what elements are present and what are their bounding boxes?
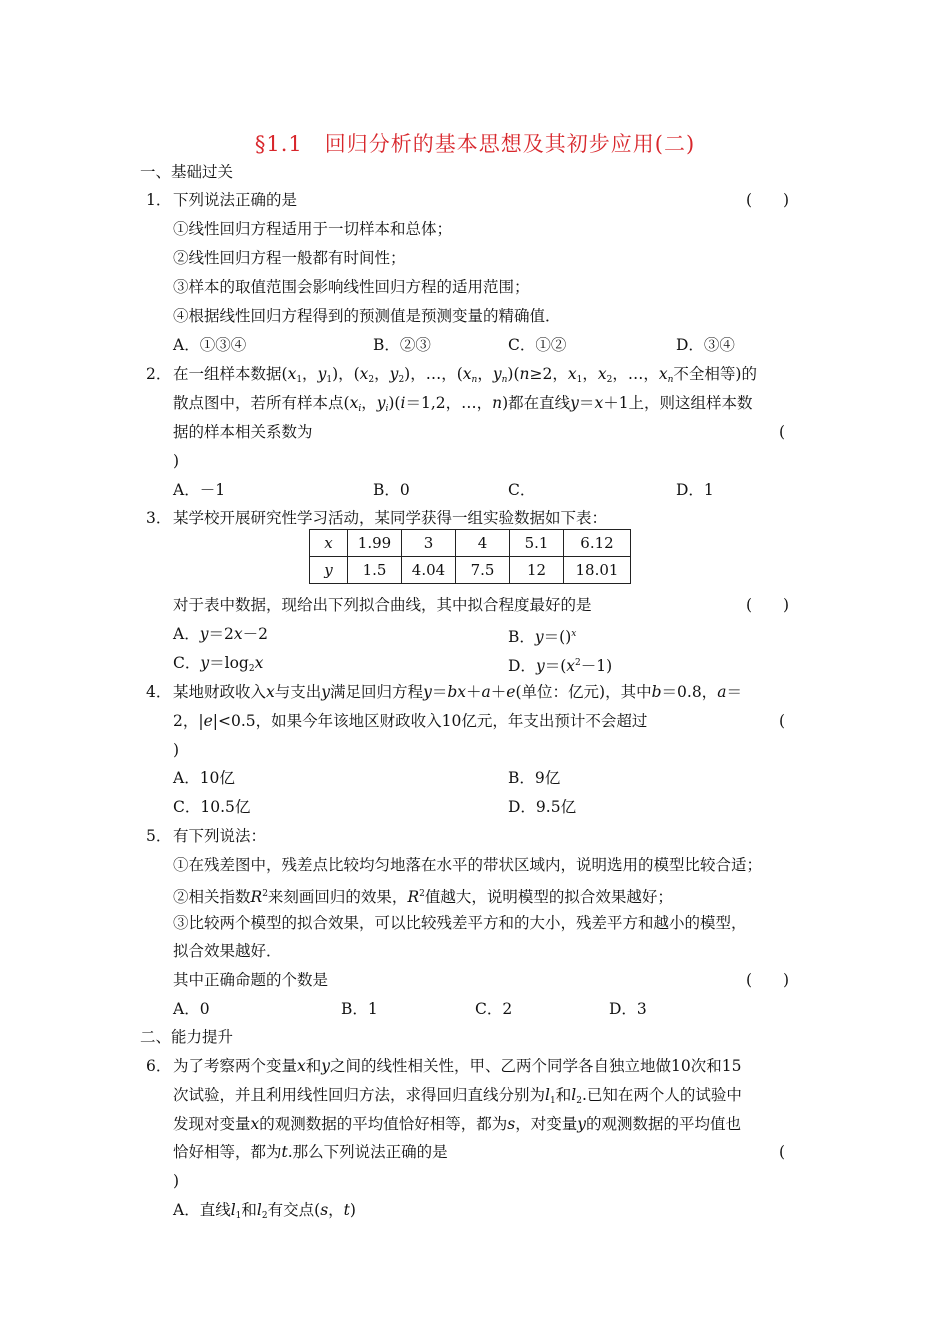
q5-item-1: ①在残差图中，残差点比较均匀地落在水平的带状区域内，说明选用的模型比较合适； xyxy=(173,856,763,874)
q3-option-d: D．$y=(x^2-1)$ xyxy=(508,657,613,675)
q4-option-a: A．10亿 xyxy=(173,769,235,787)
q5-option-d: D．3 xyxy=(609,1000,647,1018)
q5-option-b: B．1 xyxy=(341,1000,378,1018)
q5-option-a: A．0 xyxy=(173,1000,210,1018)
q6-line-4: 恰好相等，都为t.那么下列说法正确的是 xyxy=(173,1143,448,1161)
q6-answer-paren-close: ) xyxy=(173,1172,180,1190)
q6-option-a: A．直线$l_1$和$l_2$有交点(s，t) xyxy=(173,1201,356,1221)
q3-number: 3． xyxy=(146,509,172,527)
q4-answer-paren-open: ( xyxy=(779,712,786,730)
page-title: §1.1 回归分析的基本思想及其初步应用(二) xyxy=(254,132,696,156)
q2-answer-paren-close: ) xyxy=(173,452,180,470)
q1-option-a: A．①③④ xyxy=(173,336,247,354)
table-cell: 18.01 xyxy=(564,557,631,584)
q4-answer-paren-close: ) xyxy=(173,741,180,759)
q4-option-c: C．10.5亿 xyxy=(173,798,251,816)
q4-number: 4． xyxy=(146,683,172,701)
table-cell: 1.5 xyxy=(348,557,402,584)
q5-item-3-cont: 拟合效果越好． xyxy=(173,942,282,960)
q1-option-c: C．①② xyxy=(508,336,567,354)
q6-line-3: 发现对变量x的观测数据的平均值恰好相等，都为s，对变量y的观测数据的平均值也 xyxy=(173,1115,742,1133)
table-header-y: y xyxy=(310,557,348,584)
q3-answer-paren: ( ) xyxy=(746,596,790,614)
q2-answer-paren-open: ( xyxy=(779,423,786,441)
q3-data-table xyxy=(309,529,631,584)
q2-option-a: A．－1 xyxy=(173,481,226,499)
q3-option-b: B．y＝()$^x$ xyxy=(508,628,577,646)
q2-option-b: B．0 xyxy=(373,481,410,499)
q3-stem-2: 对于表中数据，现给出下列拟合曲线，其中拟合程度最好的是 xyxy=(173,596,592,614)
q3-option-c: C．$y=\log_2x$ xyxy=(173,654,264,674)
q1-option-d: D．③④ xyxy=(676,336,735,354)
q1-item-2: ②线性回归方程一般都有时间性； xyxy=(173,249,406,267)
q2-number: 2． xyxy=(146,365,172,383)
q2-line-2: 散点图中，若所有样本点($x_i$，$y_i)(i=1,2$，…，n)都在直线y＝x＋1上，则这组样本数 xyxy=(173,394,753,414)
q4-option-b: B．9亿 xyxy=(508,769,561,787)
q1-stem: 下列说法正确的是 xyxy=(173,191,298,209)
q1-answer-paren: ( ) xyxy=(746,191,790,209)
table-row xyxy=(310,530,631,557)
q5-stem-2: 其中正确命题的个数是 xyxy=(173,971,329,989)
q4-line-2: 2，|e|<0.5，如果今年该地区财政收入10亿元，年支出预计不会超过 xyxy=(173,712,648,730)
q6-answer-paren-open: ( xyxy=(779,1143,786,1161)
q5-stem: 有下列说法： xyxy=(173,827,267,845)
q1-item-3: ③样本的取值范围会影响线性回归方程的适用范围； xyxy=(173,278,530,296)
q1-item-4: ④根据线性回归方程得到的预测值是预测变量的精确值． xyxy=(173,307,561,325)
q3-option-a: A．y＝2x－2 xyxy=(173,625,268,643)
q5-answer-paren: ( ) xyxy=(746,971,790,989)
table-cell: 6.12 xyxy=(564,530,631,557)
q2-option-d: D．1 xyxy=(676,481,714,499)
q4-option-d: D．9.5亿 xyxy=(508,798,577,816)
q6-number: 6． xyxy=(146,1057,172,1075)
q4-line-1: 某地财政收入x与支出y满足回归方程y＝bx＋a＋e(单位：亿元)，其中b＝0.8，a＝ xyxy=(173,683,742,701)
q3-stem: 某学校开展研究性学习活动，某同学获得一组实验数据如下表： xyxy=(173,509,608,527)
table-cell: 4.04 xyxy=(402,557,456,584)
q5-item-2: ②相关指数$R^2$来刻画回归的效果，$R^2$值越大，说明模型的拟合效果越好； xyxy=(173,888,673,906)
q1-option-b: B．②③ xyxy=(373,336,431,354)
table-row xyxy=(310,557,631,584)
table-cell: 7.5 xyxy=(456,557,510,584)
q2-line-3: 据的样本相关系数为 xyxy=(173,423,313,441)
q5-option-c: C．2 xyxy=(475,1000,513,1018)
table-cell: 12 xyxy=(510,557,564,584)
q5-number: 5． xyxy=(146,827,172,845)
q6-line-2: 次试验，并且利用线性回归方法，求得回归直线分别为$l_1$和$l_2$.已知在两个人的试验中 xyxy=(173,1086,742,1106)
q2-line-1: 在一组样本数据($x_1$，$y_1$)，($x_2$，$y_2$)，…，($x_n$，$y_n)(n\ge 2$，$x_1$，$x_2$，…，$x_n$不全相等)的 xyxy=(173,365,757,385)
q6-line-1: 为了考察两个变量x和y之间的线性相关性，甲、乙两个同学各自独立地做10次和15 xyxy=(173,1057,742,1075)
section-heading-advanced: 二、能力提升 xyxy=(140,1028,234,1046)
q1-item-1: ①线性回归方程适用于一切样本和总体； xyxy=(173,220,453,238)
table-cell: 1.99 xyxy=(348,530,402,557)
q5-item-3: ③比较两个模型的拟合效果，可以比较残差平方和的大小，残差平方和越小的模型， xyxy=(173,914,747,932)
q1-number: 1． xyxy=(146,191,172,209)
q2-option-c: C． xyxy=(508,481,536,499)
table-cell: 3 xyxy=(402,530,456,557)
table-header-x: x xyxy=(310,530,348,557)
table-cell: 5.1 xyxy=(510,530,564,557)
section-heading-basic: 一、基础过关 xyxy=(140,163,234,181)
table-cell: 4 xyxy=(456,530,510,557)
